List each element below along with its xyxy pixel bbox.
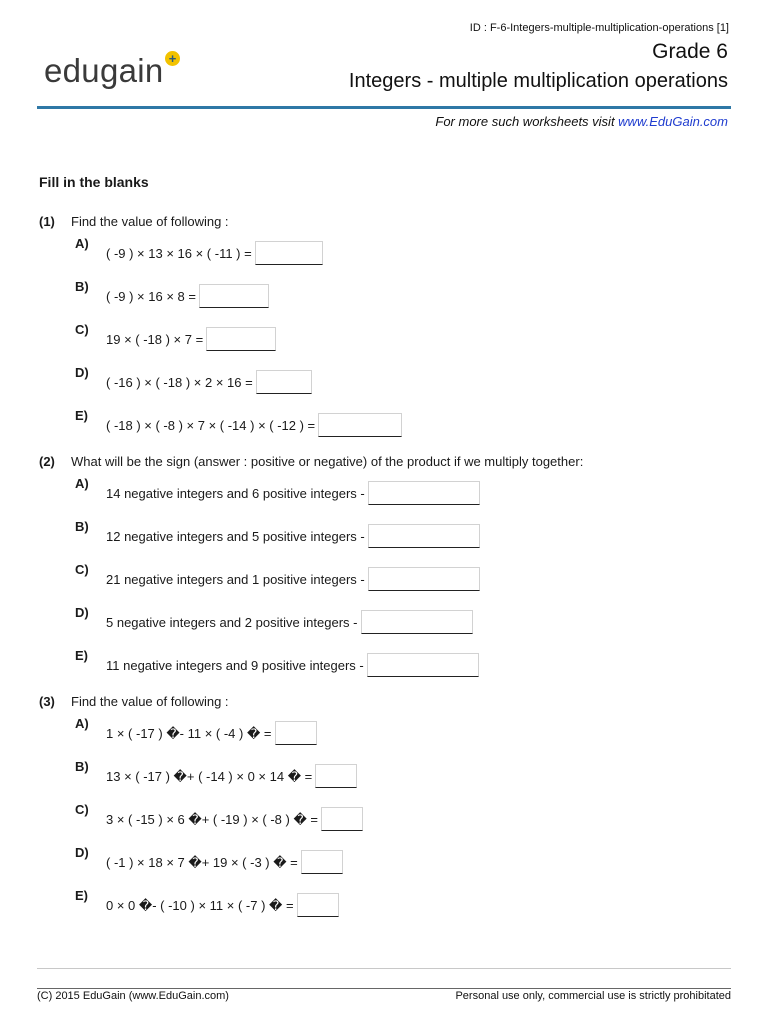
header-divider xyxy=(37,106,731,109)
item-letter: D) xyxy=(75,845,89,860)
item-expression: 12 negative integers and 5 positive integers - xyxy=(106,529,365,544)
answer-blank[interactable] xyxy=(297,893,339,917)
item-expression: 14 negative integers and 6 positive integers - xyxy=(106,486,365,501)
footer-divider xyxy=(37,968,731,969)
item-letter: B) xyxy=(75,519,89,534)
question-item xyxy=(106,610,473,634)
answer-blank[interactable] xyxy=(199,284,269,308)
more-worksheets-note xyxy=(435,114,728,129)
item-letter: A) xyxy=(75,476,89,491)
answer-blank[interactable] xyxy=(321,807,363,831)
question-prompt: Find the value of following : xyxy=(71,214,229,229)
question-number: (1) xyxy=(39,214,55,229)
answer-blank[interactable] xyxy=(361,610,473,634)
section-title: Fill in the blanks xyxy=(39,174,149,190)
item-expression: ( -9 ) × 13 × 16 × ( -11 ) = xyxy=(106,246,252,261)
more-worksheets-text: For more such worksheets visit xyxy=(435,114,619,129)
question-item xyxy=(106,481,480,505)
item-letter: B) xyxy=(75,759,89,774)
item-expression: 13 × ( -17 ) �+ ( -14 ) × 0 × 14 � = xyxy=(106,769,313,784)
question-item xyxy=(106,370,312,394)
question-prompt: Find the value of following : xyxy=(71,694,229,709)
worksheet-topic: Integers - multiple multiplication operations xyxy=(348,70,728,92)
item-letter: D) xyxy=(75,365,89,380)
answer-blank[interactable] xyxy=(368,481,480,505)
question-item xyxy=(106,413,402,437)
question-item xyxy=(106,567,480,591)
question-number: (3) xyxy=(39,694,55,709)
item-expression: ( -18 ) × ( -8 ) × 7 × ( -14 ) × ( -12 ) = xyxy=(106,418,316,433)
question-number: (2) xyxy=(39,454,55,469)
question-prompt: What will be the sign (answer : positive or negative) of the product if we multiply together: xyxy=(71,454,584,469)
question-item xyxy=(106,653,479,677)
item-letter: A) xyxy=(75,716,89,731)
item-expression: ( -16 ) × ( -18 ) × 2 × 16 = xyxy=(106,375,253,390)
item-letter: E) xyxy=(75,408,88,423)
question-item xyxy=(106,241,323,265)
item-expression: 5 negative integers and 2 positive integers - xyxy=(106,615,358,630)
question-item xyxy=(106,284,269,308)
usage-notice: Personal use only, commercial use is strictly prohibitated xyxy=(455,990,731,1002)
answer-blank[interactable] xyxy=(368,567,480,591)
item-letter: E) xyxy=(75,648,88,663)
answer-blank[interactable] xyxy=(318,413,402,437)
edugain-logo: edugain xyxy=(44,52,164,89)
answer-blank[interactable] xyxy=(301,850,343,874)
item-letter: B) xyxy=(75,279,89,294)
answer-blank[interactable] xyxy=(256,370,312,394)
answer-blank[interactable] xyxy=(275,721,317,745)
footer-line xyxy=(37,988,731,989)
question-item xyxy=(106,524,480,548)
copyright-text: (C) 2015 EduGain (www.EduGain.com) xyxy=(37,990,229,1002)
logo-plus-icon: + xyxy=(165,51,180,66)
question-item xyxy=(106,721,317,745)
item-letter: C) xyxy=(75,322,89,337)
question-item xyxy=(106,327,276,351)
item-expression: 11 negative integers and 9 positive integers - xyxy=(106,658,364,673)
item-expression: 21 negative integers and 1 positive integers - xyxy=(106,572,365,587)
item-letter: C) xyxy=(75,562,89,577)
question-item xyxy=(106,807,363,831)
question-item xyxy=(106,850,343,874)
answer-blank[interactable] xyxy=(367,653,479,677)
item-letter: C) xyxy=(75,802,89,817)
edugain-link[interactable]: www.EduGain.com xyxy=(618,114,728,129)
question-item xyxy=(106,764,357,788)
answer-blank[interactable] xyxy=(206,327,276,351)
item-expression: ( -1 ) × 18 × 7 �+ 19 × ( -3 ) � = xyxy=(106,855,298,870)
item-expression: 0 × 0 �- ( -10 ) × 11 × ( -7 ) � = xyxy=(106,898,294,913)
item-expression: 1 × ( -17 ) �- 11 × ( -4 ) � = xyxy=(106,726,272,741)
answer-blank[interactable] xyxy=(255,241,323,265)
answer-blank[interactable] xyxy=(315,764,357,788)
document-id: ID : F-6-Integers-multiple-multiplication-operations [1] xyxy=(469,22,729,34)
item-expression: ( -9 ) × 16 × 8 = xyxy=(106,289,196,304)
question-item xyxy=(106,893,339,917)
item-letter: E) xyxy=(75,888,88,903)
item-expression: 3 × ( -15 ) × 6 �+ ( -19 ) × ( -8 ) � = xyxy=(106,812,318,827)
item-letter: D) xyxy=(75,605,89,620)
item-letter: A) xyxy=(75,236,89,251)
item-expression: 19 × ( -18 ) × 7 = xyxy=(106,332,204,347)
answer-blank[interactable] xyxy=(368,524,480,548)
grade-title: Grade 6 xyxy=(652,40,728,63)
